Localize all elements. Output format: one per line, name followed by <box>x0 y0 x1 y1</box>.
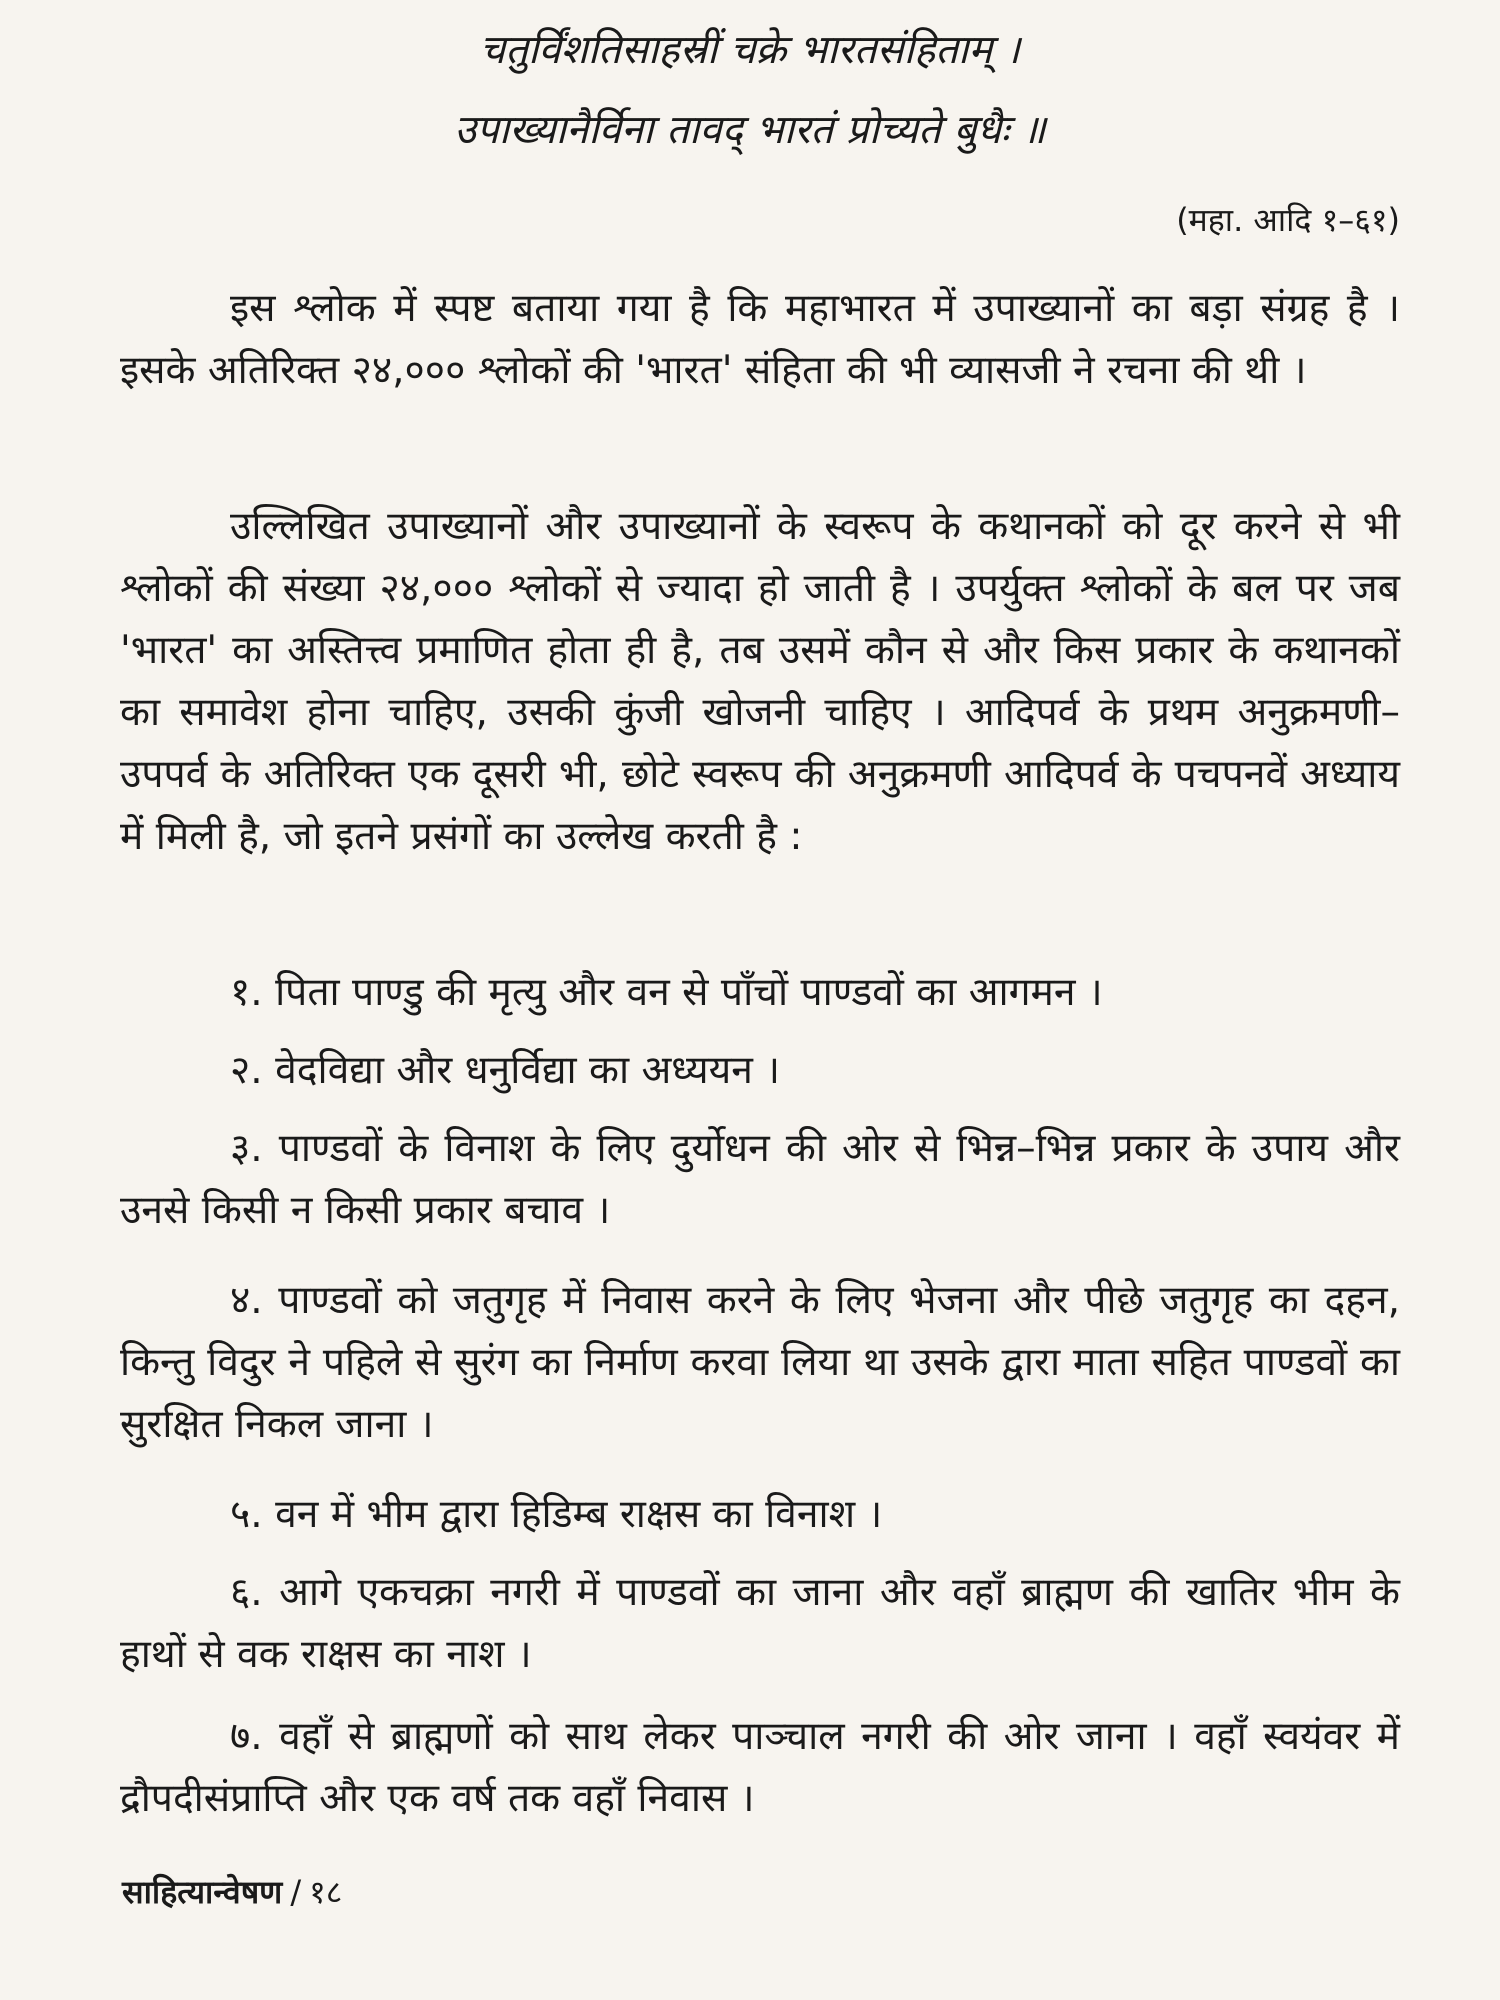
page-footer <box>122 1870 342 1913</box>
verse-line-1: चतुर्विंशतिसाहस्रीं चक्रे भारतसंहिताम् । <box>479 27 1021 73</box>
paragraph-text: उल्लिखित उपाख्यानों और उपाख्यानों के स्वरूप के कथानकों को दूर करने से भी श्लोकों की संख्या २४,००० श्लोकों से ज्यादा हो जाती है । उपर्युक्त श्लोकों के बल पर जब 'भारत' का अस्तित्त्व प्रमाणित होता ही है, तब उसमें कौन से और किस प्रकार के कथानकों का समावेश होना चाहिए, उसकी कुंजी खोजनी चाहिए । आदिपर्व के प्रथम अनुक्रमणी–उपपर्व के अतिरिक्त एक दूसरी भी, छोटे स्वरूप की अनुक्रमणी आदिपर्व के पचपनवें अध्याय में मिली है, जो इतने प्रसंगों का उल्लेख करती है : <box>120 504 1400 859</box>
list-item <box>120 1484 1400 1546</box>
page-number: १८ <box>309 1873 343 1911</box>
list-item-text: ५. वन में भीम द्वारा हिडिम्ब राक्षस का विनाश । <box>230 1492 883 1537</box>
list-item-text: ४. पाण्डवों को जतुगृह में निवास करने के लिए भेजना और पीछे जतुगृह का दहन, किन्तु विदुर ने पहिले से सुरंग का निर्माण करवा लिया था उसके द्वारा माता सहित पाण्डवों का सुरक्षित निकल जाना । <box>120 1278 1400 1447</box>
paragraph <box>120 278 1400 402</box>
list-item-text: २. वेदविद्या और धनुर्विद्या का अध्ययन । <box>230 1048 781 1093</box>
verse-line-2: उपाख्यानैर्विना तावद् भारतं प्रोच्यते बुधैः ॥ <box>454 107 1046 153</box>
list-item <box>120 1706 1400 1830</box>
list-item-text: १. पिता पाण्डु की मृत्यु और वन से पाँचों पाण्डवों का आगमन । <box>230 970 1103 1015</box>
paragraph <box>120 496 1400 868</box>
paragraph-text: इस श्लोक में स्पष्ट बताया गया है कि महाभारत में उपाख्यानों का बड़ा संग्रह है । इसके अतिरिक्त २४,००० श्लोकों की 'भारत' संहिता की भी व्यासजी ने रचना की थी । <box>120 286 1400 393</box>
list-item <box>120 1040 1400 1102</box>
verse-citation: (महा. आदि १–६१) <box>1176 201 1400 239</box>
list-item-text: ३. पाण्डवों के विनाश के लिए दुर्योधन की ओर से भिन्न–भिन्न प्रकार के उपाय और उनसे किसी न किसी प्रकार बचाव । <box>120 1126 1400 1233</box>
list-item <box>120 1270 1400 1456</box>
footer-separator: / <box>290 1873 302 1911</box>
list-item <box>120 1562 1400 1686</box>
list-item <box>120 962 1400 1024</box>
book-title: साहित्यान्वेषण <box>122 1873 283 1911</box>
list-item <box>120 1118 1400 1242</box>
list-item-text: ७. वहाँ से ब्राह्मणों को साथ लेकर पाञ्चाल नगरी की ओर जाना । वहाँ स्वयंवर में द्रौपदीसंप्राप्ति और एक वर्ष तक वहाँ निवास । <box>120 1714 1400 1821</box>
list-item-text: ६. आगे एकचक्रा नगरी में पाण्डवों का जाना और वहाँ ब्राह्मण की खातिर भीम के हाथों से वक राक्षस का नाश । <box>120 1570 1400 1677</box>
